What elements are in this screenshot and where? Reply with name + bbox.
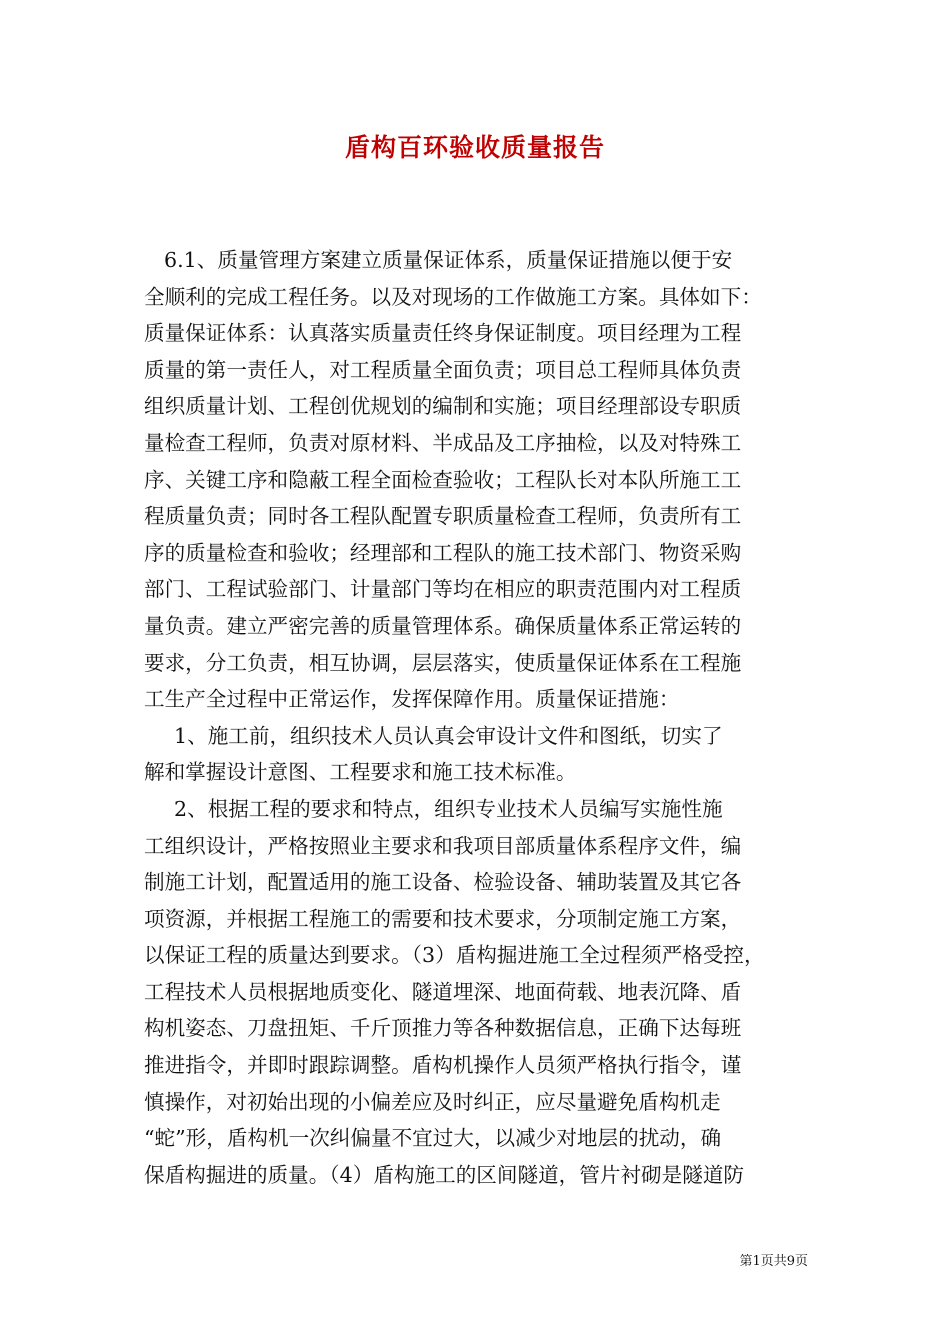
body-line: 1、施工前，组织技术人员认真会审设计文件和图纸，切实了 (174, 723, 723, 748)
body-line: 组织质量计划、工程创优规划的编制和实施；项目经理部设专职质 (144, 394, 742, 419)
body-line: “蛇”形，盾构机一次纠偏量不宜过大，以减少对地层的扰动，确 (144, 1126, 722, 1151)
body-line: 推进指令，并即时跟踪调整。盾构机操作人员须严格执行指令，谨 (144, 1053, 742, 1078)
body-line: 保盾构掘进的质量。（4）盾构施工的区间隧道，管片衬砌是隧道防 (144, 1162, 745, 1187)
body-line: 序的质量检查和验收；经理部和工程队的施工技术部门、物资采购 (144, 540, 742, 565)
body-line: 量检查工程师，负责对原材料、半成品及工序抽检，以及对特殊工 (144, 430, 742, 455)
body-line: 部门、工程试验部门、计量部门等均在相应的职责范围内对工程质 (144, 577, 742, 602)
body-line: 工生产全过程中正常运作，发挥保障作用。质量保证措施： (144, 687, 680, 712)
document-body (144, 242, 814, 1193)
body-line: 工程技术人员根据地质变化、隧道埋深、地面荷载、地表沉降、盾 (144, 979, 742, 1004)
body-line: 序、关键工序和隐蔽工程全面检查验收；工程队长对本队所施工工 (144, 467, 742, 492)
body-line: 程质量负责；同时各工程队配置专职质量检查工程师，负责所有工 (144, 504, 742, 529)
page-number: 第1页共9页 (739, 1254, 808, 1269)
body-line: 工组织设计，严格按照业主要求和我项目部质量体系程序文件，编 (144, 833, 742, 858)
body-line: 解和掌握设计意图、工程要求和施工技术标准。 (144, 760, 577, 785)
body-line: 构机姿态、刀盘扭矩、千斤顶推力等各种数据信息，正确下达每班 (144, 1016, 742, 1041)
body-line: 慎操作，对初始出现的小偏差应及时纠正，应尽量避免盾构机走 (144, 1089, 721, 1114)
body-line: 制施工计划，配置适用的施工设备、检验设备、辅助装置及其它各 (144, 870, 742, 895)
body-line: 项资源，并根据工程施工的需要和技术要求，分项制定施工方案， (144, 906, 742, 931)
body-line: 全顺利的完成工程任务。以及对现场的工作做施工方案。具体如下： (144, 284, 762, 309)
body-line: 要求，分工负责，相互协调，层层落实，使质量保证体系在工程施 (144, 650, 742, 675)
body-line: 6.1、质量管理方案建立质量保证体系，质量保证措施以便于安 (164, 248, 733, 272)
document-title: 盾构百环验收质量报告 (344, 133, 605, 162)
body-line: 质量保证体系：认真落实质量责任终身保证制度。项目经理为工程 (144, 321, 742, 346)
body-line: 质量的第一责任人，对工程质量全面负责；项目总工程师具体负责 (144, 357, 742, 382)
body-line: 2、根据工程的要求和特点，组织专业技术人员编写实施性施 (174, 796, 723, 821)
body-line: 量负责。建立严密完善的质量管理体系。确保质量体系正常运转的 (144, 613, 742, 638)
body-line: 以保证工程的质量达到要求。（3）盾构掘进施工全过程须严格受控， (144, 943, 765, 968)
